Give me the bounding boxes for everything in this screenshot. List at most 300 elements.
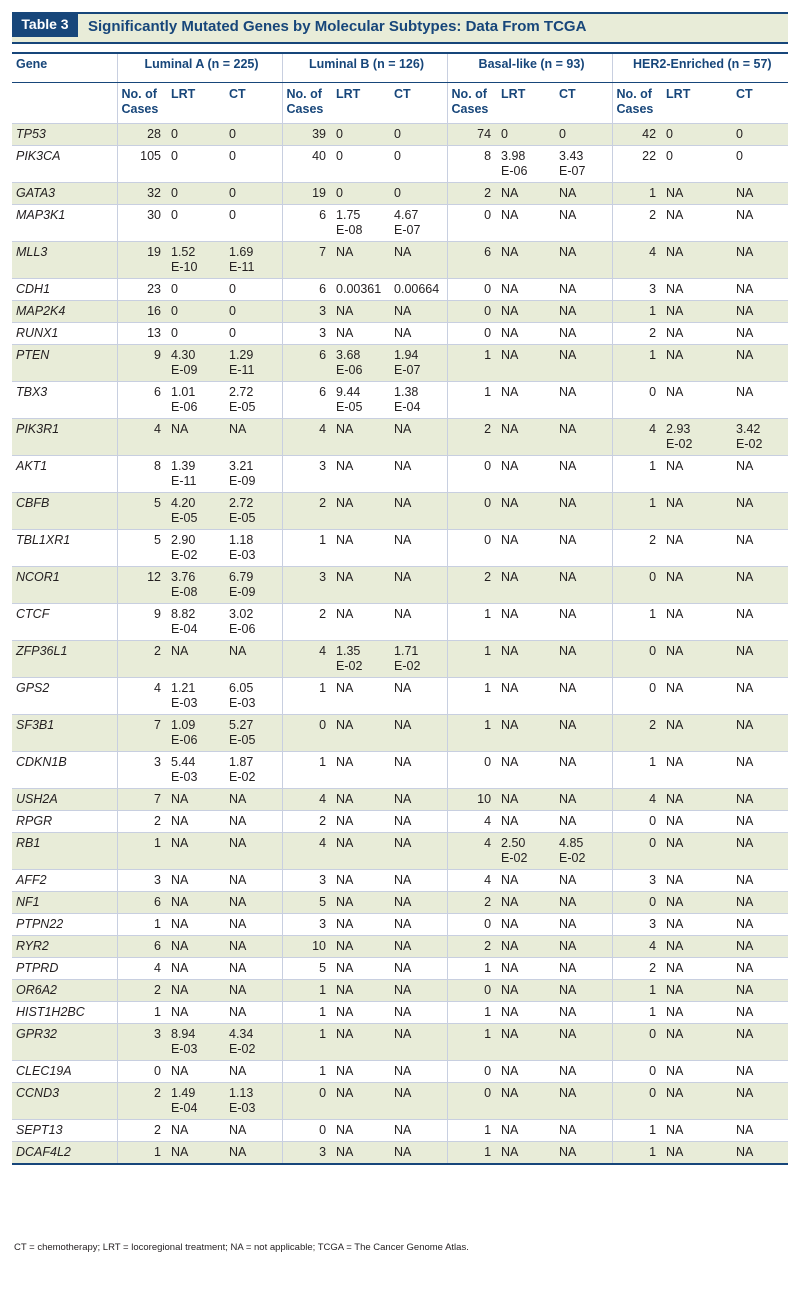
lrt-cell-luminal-a: 0 <box>171 186 178 200</box>
ct-cell-basal-like: 3.43 E-07 <box>559 149 586 178</box>
ct-cell-basal-like: NA <box>559 983 577 997</box>
lrt-cell-luminal-b: NA <box>336 607 354 621</box>
lrt-cell-basal-like: NA <box>501 304 519 318</box>
lrt-cell-luminal-b: NA <box>336 917 354 931</box>
cases-cell-luminal-a: 2 <box>117 641 167 678</box>
lrt-cell-basal-like: NA <box>501 570 519 584</box>
ct-cell-luminal-a: 0 <box>229 282 236 296</box>
cases-cell-basal-like: 0 <box>447 456 497 493</box>
cases-cell-her2-enriched: 1 <box>612 345 662 382</box>
gene-name-cell: DCAF4L2 <box>16 1145 71 1159</box>
lrt-cell-basal-like: 2.50 E-02 <box>501 836 528 865</box>
cases-cell-basal-like: 1 <box>447 382 497 419</box>
ct-cell-luminal-b: NA <box>394 607 412 621</box>
ct-cell-basal-like: NA <box>559 792 577 806</box>
ct-cell-luminal-b: NA <box>394 422 412 436</box>
table-row <box>12 1120 788 1142</box>
cases-cell-luminal-b: 6 <box>282 382 332 419</box>
lrt-cell-basal-like: NA <box>501 983 519 997</box>
cases-cell-luminal-a: 2 <box>117 1120 167 1142</box>
ct-cell-her2-enriched: NA <box>736 644 754 658</box>
cases-cell-luminal-b: 10 <box>282 936 332 958</box>
cases-cell-her2-enriched: 0 <box>612 641 662 678</box>
lrt-cell-basal-like: NA <box>501 644 519 658</box>
ct-cell-basal-like: NA <box>559 961 577 975</box>
lrt-cell-basal-like: NA <box>501 917 519 931</box>
ct-cell-basal-like: NA <box>559 1027 577 1041</box>
lrt-cell-her2-enriched: NA <box>666 836 684 850</box>
gene-name-cell: PTPN22 <box>16 917 64 931</box>
cases-cell-her2-enriched: 2 <box>612 323 662 345</box>
cases-cell-basal-like: 0 <box>447 1083 497 1120</box>
ct-cell-her2-enriched: NA <box>736 245 754 259</box>
table-row <box>12 958 788 980</box>
ct-cell-basal-like: NA <box>559 326 577 340</box>
ct-cell-basal-like: NA <box>559 895 577 909</box>
ct-cell-luminal-b: NA <box>394 1005 412 1019</box>
cases-cell-luminal-a: 6 <box>117 382 167 419</box>
gene-name-cell: PIK3CA <box>16 149 61 163</box>
cases-cell-basal-like: 1 <box>447 1142 497 1165</box>
lrt-cell-her2-enriched: 0 <box>666 149 673 163</box>
cases-cell-basal-like: 0 <box>447 980 497 1002</box>
ct-cell-luminal-b: NA <box>394 1145 412 1159</box>
cases-cell-her2-enriched: 4 <box>612 242 662 279</box>
ct-cell-luminal-a: 0 <box>229 149 236 163</box>
lrt-cell-basal-like: NA <box>501 939 519 953</box>
ct-cell-luminal-b: NA <box>394 681 412 695</box>
table-row <box>12 301 788 323</box>
ct-cell-luminal-a: 2.72 E-05 <box>229 496 256 525</box>
lrt-cell-luminal-a: NA <box>171 961 189 975</box>
table-row <box>12 641 788 678</box>
cases-cell-her2-enriched: 1 <box>612 301 662 323</box>
table-row <box>12 833 788 870</box>
ct-cell-luminal-a: NA <box>229 939 247 953</box>
lrt-cell-luminal-a: NA <box>171 1145 189 1159</box>
gene-name-cell: CBFB <box>16 496 50 510</box>
cases-cell-luminal-a: 19 <box>117 242 167 279</box>
ct-cell-luminal-b: 1.94 E-07 <box>394 348 421 377</box>
lrt-cell-luminal-a: NA <box>171 1064 189 1078</box>
table-row <box>12 146 788 183</box>
cases-cell-luminal-b: 3 <box>282 301 332 323</box>
ct-cell-her2-enriched: NA <box>736 607 754 621</box>
lrt-cell-luminal-b: NA <box>336 570 354 584</box>
ct-cell-her2-enriched: NA <box>736 1086 754 1100</box>
cases-cell-her2-enriched: 1 <box>612 1002 662 1024</box>
lrt-cell-her2-enriched: NA <box>666 607 684 621</box>
cases-cell-luminal-a: 1 <box>117 833 167 870</box>
ct-cell-her2-enriched: NA <box>736 208 754 222</box>
cases-cell-luminal-b: 1 <box>282 530 332 567</box>
table-row <box>12 242 788 279</box>
lrt-cell-luminal-a: NA <box>171 792 189 806</box>
lrt-cell-luminal-b: 0 <box>336 186 343 200</box>
lrt-cell-luminal-a: NA <box>171 1123 189 1137</box>
ct-cell-luminal-b: NA <box>394 533 412 547</box>
lrt-cell-luminal-a: NA <box>171 873 189 887</box>
gene-name-cell: AKT1 <box>16 459 48 473</box>
ct-cell-luminal-a: NA <box>229 1145 247 1159</box>
lrt-cell-basal-like: NA <box>501 245 519 259</box>
ct-cell-luminal-b: 0.00664 <box>394 282 440 296</box>
cases-cell-luminal-b: 3 <box>282 870 332 892</box>
cases-cell-her2-enriched: 1 <box>612 752 662 789</box>
ct-cell-luminal-b: NA <box>394 755 412 769</box>
cases-cell-basal-like: 0 <box>447 301 497 323</box>
ct-cell-basal-like: NA <box>559 533 577 547</box>
gene-name-cell: MLL3 <box>16 245 48 259</box>
ct-cell-luminal-a: 0 <box>229 326 236 340</box>
cases-cell-her2-enriched: 1 <box>612 183 662 205</box>
ct-cell-luminal-b: NA <box>394 792 412 806</box>
cases-cell-luminal-b: 39 <box>282 124 332 146</box>
gene-name-cell: PIK3R1 <box>16 422 60 436</box>
gene-name-cell: GPS2 <box>16 681 50 695</box>
table-body <box>12 124 788 1165</box>
lrt-cell-her2-enriched: NA <box>666 186 684 200</box>
ct-cell-luminal-a: NA <box>229 1005 247 1019</box>
cases-cell-luminal-b: 5 <box>282 958 332 980</box>
cases-cell-her2-enriched: 0 <box>612 833 662 870</box>
lrt-cell-luminal-a: 0 <box>171 127 178 141</box>
cases-cell-her2-enriched: 0 <box>612 1024 662 1061</box>
ct-cell-luminal-a: 0 <box>229 208 236 222</box>
lrt-cell-luminal-a: 2.90 E-02 <box>171 533 198 562</box>
lrt-cell-her2-enriched: NA <box>666 496 684 510</box>
lrt-cell-her2-enriched: NA <box>666 570 684 584</box>
lrt-cell-basal-like: NA <box>501 496 519 510</box>
sub-header-cases-basal-like: No. of Cases <box>447 83 497 124</box>
lrt-cell-her2-enriched: NA <box>666 873 684 887</box>
ct-cell-basal-like: NA <box>559 245 577 259</box>
lrt-cell-luminal-b: NA <box>336 1086 354 1100</box>
cases-cell-basal-like: 0 <box>447 914 497 936</box>
lrt-cell-basal-like: NA <box>501 961 519 975</box>
ct-cell-basal-like: NA <box>559 681 577 695</box>
ct-cell-her2-enriched: NA <box>736 718 754 732</box>
lrt-cell-luminal-b: NA <box>336 1005 354 1019</box>
ct-cell-basal-like: NA <box>559 607 577 621</box>
cases-cell-basal-like: 1 <box>447 345 497 382</box>
sub-header-lrt-luminal-b: LRT <box>336 87 361 101</box>
sub-header-cases-luminal-a: No. of Cases <box>117 83 167 124</box>
cases-cell-luminal-a: 8 <box>117 456 167 493</box>
table-row <box>12 345 788 382</box>
cases-cell-her2-enriched: 1 <box>612 1142 662 1165</box>
lrt-cell-luminal-b: NA <box>336 1145 354 1159</box>
ct-cell-her2-enriched: NA <box>736 961 754 975</box>
cases-cell-basal-like: 4 <box>447 833 497 870</box>
ct-cell-basal-like: NA <box>559 1145 577 1159</box>
cases-cell-basal-like: 74 <box>447 124 497 146</box>
cases-cell-luminal-b: 6 <box>282 345 332 382</box>
lrt-cell-luminal-a: 0 <box>171 282 178 296</box>
lrt-cell-luminal-b: NA <box>336 1123 354 1137</box>
ct-cell-luminal-b: NA <box>394 961 412 975</box>
cases-cell-basal-like: 0 <box>447 279 497 301</box>
ct-cell-basal-like: NA <box>559 939 577 953</box>
group-header-luminal-a: Luminal A (n = 225) <box>117 53 282 83</box>
table-row <box>12 914 788 936</box>
table-row <box>12 205 788 242</box>
lrt-cell-basal-like: NA <box>501 208 519 222</box>
lrt-cell-her2-enriched: NA <box>666 681 684 695</box>
lrt-cell-basal-like: NA <box>501 326 519 340</box>
cases-cell-her2-enriched: 2 <box>612 530 662 567</box>
cases-cell-luminal-b: 6 <box>282 279 332 301</box>
cases-cell-luminal-a: 2 <box>117 980 167 1002</box>
cases-cell-luminal-a: 4 <box>117 419 167 456</box>
cases-cell-basal-like: 0 <box>447 1061 497 1083</box>
lrt-cell-luminal-a: 0 <box>171 208 178 222</box>
cases-cell-basal-like: 0 <box>447 323 497 345</box>
lrt-cell-luminal-a: 4.20 E-05 <box>171 496 198 525</box>
gene-name-cell: OR6A2 <box>16 983 57 997</box>
cases-cell-luminal-b: 4 <box>282 789 332 811</box>
lrt-cell-luminal-a: 1.49 E-04 <box>171 1086 198 1115</box>
lrt-cell-her2-enriched: NA <box>666 755 684 769</box>
cases-cell-luminal-b: 1 <box>282 980 332 1002</box>
cases-cell-her2-enriched: 2 <box>612 205 662 242</box>
ct-cell-basal-like: NA <box>559 348 577 362</box>
ct-cell-luminal-b: NA <box>394 718 412 732</box>
cases-cell-luminal-b: 2 <box>282 811 332 833</box>
cases-cell-her2-enriched: 0 <box>612 382 662 419</box>
ct-cell-her2-enriched: NA <box>736 792 754 806</box>
cases-cell-luminal-b: 4 <box>282 833 332 870</box>
lrt-cell-her2-enriched: NA <box>666 304 684 318</box>
sub-header-cases-luminal-b: No. of Cases <box>282 83 332 124</box>
cases-cell-basal-like: 4 <box>447 870 497 892</box>
cases-cell-luminal-a: 28 <box>117 124 167 146</box>
lrt-cell-luminal-b: 1.75 E-08 <box>336 208 363 237</box>
cases-cell-basal-like: 2 <box>447 892 497 914</box>
ct-cell-luminal-b: NA <box>394 304 412 318</box>
ct-cell-basal-like: NA <box>559 1005 577 1019</box>
cases-cell-her2-enriched: 1 <box>612 604 662 641</box>
cases-cell-luminal-a: 6 <box>117 892 167 914</box>
cases-cell-luminal-a: 30 <box>117 205 167 242</box>
cases-cell-basal-like: 1 <box>447 1002 497 1024</box>
ct-cell-basal-like: NA <box>559 644 577 658</box>
ct-cell-her2-enriched: NA <box>736 917 754 931</box>
lrt-cell-basal-like: NA <box>501 1086 519 1100</box>
cases-cell-luminal-a: 0 <box>117 1061 167 1083</box>
lrt-cell-luminal-a: 1.01 E-06 <box>171 385 198 414</box>
lrt-cell-luminal-a: NA <box>171 422 189 436</box>
cases-cell-luminal-a: 4 <box>117 678 167 715</box>
ct-cell-basal-like: NA <box>559 304 577 318</box>
cases-cell-basal-like: 0 <box>447 530 497 567</box>
cases-cell-luminal-a: 9 <box>117 345 167 382</box>
cases-cell-luminal-b: 3 <box>282 456 332 493</box>
table-row <box>12 715 788 752</box>
ct-cell-her2-enriched: NA <box>736 873 754 887</box>
ct-cell-her2-enriched: NA <box>736 282 754 296</box>
lrt-cell-basal-like: NA <box>501 422 519 436</box>
ct-cell-luminal-a: 3.02 E-06 <box>229 607 256 636</box>
lrt-cell-her2-enriched: 0 <box>666 127 673 141</box>
lrt-cell-luminal-b: NA <box>336 326 354 340</box>
gene-name-cell: NF1 <box>16 895 40 909</box>
lrt-cell-luminal-b: NA <box>336 814 354 828</box>
ct-cell-luminal-b: 1.71 E-02 <box>394 644 421 673</box>
cases-cell-luminal-a: 3 <box>117 1024 167 1061</box>
ct-cell-luminal-a: NA <box>229 422 247 436</box>
gene-name-cell: TBX3 <box>16 385 48 399</box>
lrt-cell-luminal-b: 0 <box>336 149 343 163</box>
sub-header-lrt-her2-enriched: LRT <box>666 87 691 101</box>
cases-cell-luminal-b: 0 <box>282 1083 332 1120</box>
gene-name-cell: TP53 <box>16 127 46 141</box>
lrt-cell-luminal-b: NA <box>336 718 354 732</box>
ct-cell-luminal-a: 4.34 E-02 <box>229 1027 256 1056</box>
cases-cell-her2-enriched: 0 <box>612 678 662 715</box>
lrt-cell-luminal-a: 3.76 E-08 <box>171 570 198 599</box>
ct-cell-luminal-b: NA <box>394 1123 412 1137</box>
ct-cell-her2-enriched: NA <box>736 459 754 473</box>
table-footnote: CT = chemotherapy; LRT = locoregional treatment; NA = not applicable; TCGA = The Cancer Genome Atlas. <box>14 1242 469 1253</box>
lrt-cell-her2-enriched: NA <box>666 533 684 547</box>
lrt-cell-luminal-a: 1.39 E-11 <box>171 459 197 488</box>
cases-cell-basal-like: 6 <box>447 242 497 279</box>
ct-cell-basal-like: NA <box>559 917 577 931</box>
lrt-cell-basal-like: NA <box>501 873 519 887</box>
cases-cell-luminal-b: 3 <box>282 1142 332 1165</box>
lrt-cell-her2-enriched: NA <box>666 939 684 953</box>
lrt-cell-luminal-b: NA <box>336 245 354 259</box>
table-row <box>12 604 788 641</box>
lrt-cell-her2-enriched: NA <box>666 1086 684 1100</box>
sub-header-cases-her2-enriched: No. of Cases <box>612 83 662 124</box>
gene-name-cell: CTCF <box>16 607 50 621</box>
cases-cell-her2-enriched: 3 <box>612 870 662 892</box>
ct-cell-her2-enriched: NA <box>736 348 754 362</box>
lrt-cell-basal-like: NA <box>501 348 519 362</box>
lrt-cell-basal-like: NA <box>501 755 519 769</box>
cases-cell-luminal-b: 3 <box>282 914 332 936</box>
lrt-cell-her2-enriched: NA <box>666 895 684 909</box>
lrt-cell-luminal-a: 1.52 E-10 <box>171 245 198 274</box>
lrt-cell-her2-enriched: NA <box>666 1027 684 1041</box>
cases-cell-luminal-a: 32 <box>117 183 167 205</box>
sub-header-ct-her2-enriched: CT <box>736 87 753 101</box>
ct-cell-her2-enriched: NA <box>736 836 754 850</box>
cases-cell-luminal-a: 23 <box>117 279 167 301</box>
ct-cell-basal-like: NA <box>559 282 577 296</box>
ct-cell-luminal-b: NA <box>394 570 412 584</box>
cases-cell-luminal-a: 7 <box>117 789 167 811</box>
lrt-cell-her2-enriched: NA <box>666 282 684 296</box>
lrt-cell-luminal-b: NA <box>336 422 354 436</box>
gene-column-header: Gene <box>12 53 117 83</box>
lrt-cell-luminal-a: NA <box>171 939 189 953</box>
gene-name-cell: CDH1 <box>16 282 51 296</box>
cases-cell-basal-like: 2 <box>447 183 497 205</box>
mutated-genes-table <box>12 52 788 1165</box>
lrt-cell-her2-enriched: NA <box>666 1145 684 1159</box>
lrt-cell-her2-enriched: NA <box>666 208 684 222</box>
ct-cell-luminal-a: NA <box>229 983 247 997</box>
lrt-cell-basal-like: NA <box>501 1005 519 1019</box>
cases-cell-basal-like: 10 <box>447 789 497 811</box>
lrt-cell-her2-enriched: 2.93 E-02 <box>666 422 693 451</box>
lrt-cell-basal-like: 3.98 E-06 <box>501 149 528 178</box>
cases-cell-luminal-a: 1 <box>117 1002 167 1024</box>
cases-cell-her2-enriched: 3 <box>612 279 662 301</box>
table-row <box>12 1024 788 1061</box>
group-header-her2-enriched: HER2-Enriched (n = 57) <box>612 53 788 83</box>
ct-cell-basal-like: NA <box>559 208 577 222</box>
ct-cell-luminal-b: 0 <box>394 149 401 163</box>
lrt-cell-luminal-b: NA <box>336 961 354 975</box>
cases-cell-luminal-a: 1 <box>117 1142 167 1165</box>
ct-cell-luminal-b: 0 <box>394 127 401 141</box>
sub-header-lrt-luminal-a: LRT <box>171 87 196 101</box>
ct-cell-basal-like: NA <box>559 718 577 732</box>
ct-cell-her2-enriched: 0 <box>736 127 743 141</box>
ct-cell-luminal-a: NA <box>229 792 247 806</box>
gene-name-cell: ZFP36L1 <box>16 644 68 658</box>
cases-cell-her2-enriched: 1 <box>612 456 662 493</box>
lrt-cell-basal-like: NA <box>501 533 519 547</box>
gene-name-cell: NCOR1 <box>16 570 60 584</box>
gene-name-cell: SF3B1 <box>16 718 55 732</box>
cases-cell-her2-enriched: 22 <box>612 146 662 183</box>
ct-cell-luminal-a: 0 <box>229 127 236 141</box>
cases-cell-her2-enriched: 1 <box>612 980 662 1002</box>
cases-cell-luminal-b: 5 <box>282 892 332 914</box>
ct-cell-luminal-b: NA <box>394 836 412 850</box>
cases-cell-luminal-b: 19 <box>282 183 332 205</box>
cases-cell-luminal-b: 2 <box>282 604 332 641</box>
ct-cell-luminal-a: 6.79 E-09 <box>229 570 256 599</box>
ct-cell-luminal-a: NA <box>229 814 247 828</box>
cases-cell-basal-like: 1 <box>447 678 497 715</box>
lrt-cell-luminal-b: NA <box>336 939 354 953</box>
lrt-cell-basal-like: NA <box>501 459 519 473</box>
ct-cell-luminal-a: NA <box>229 873 247 887</box>
lrt-cell-luminal-b: NA <box>336 836 354 850</box>
ct-cell-her2-enriched: NA <box>736 570 754 584</box>
ct-cell-luminal-b: NA <box>394 1086 412 1100</box>
cases-cell-luminal-b: 1 <box>282 1061 332 1083</box>
cases-cell-luminal-a: 5 <box>117 530 167 567</box>
ct-cell-basal-like: 4.85 E-02 <box>559 836 586 865</box>
lrt-cell-luminal-a: NA <box>171 644 189 658</box>
ct-cell-her2-enriched: NA <box>736 1005 754 1019</box>
cases-cell-luminal-b: 1 <box>282 678 332 715</box>
cases-cell-basal-like: 4 <box>447 811 497 833</box>
table-row <box>12 1083 788 1120</box>
ct-cell-her2-enriched: NA <box>736 681 754 695</box>
lrt-cell-luminal-b: NA <box>336 792 354 806</box>
table-row <box>12 456 788 493</box>
ct-cell-luminal-b: NA <box>394 326 412 340</box>
lrt-cell-basal-like: NA <box>501 895 519 909</box>
lrt-cell-luminal-b: 0 <box>336 127 343 141</box>
gene-name-cell: RPGR <box>16 814 53 828</box>
cases-cell-her2-enriched: 4 <box>612 936 662 958</box>
lrt-cell-luminal-a: 0 <box>171 304 178 318</box>
ct-cell-luminal-a: 6.05 E-03 <box>229 681 256 710</box>
table-row <box>12 382 788 419</box>
lrt-cell-luminal-b: NA <box>336 304 354 318</box>
gene-name-cell: AFF2 <box>16 873 47 887</box>
gene-name-cell: HIST1H2BC <box>16 1005 85 1019</box>
